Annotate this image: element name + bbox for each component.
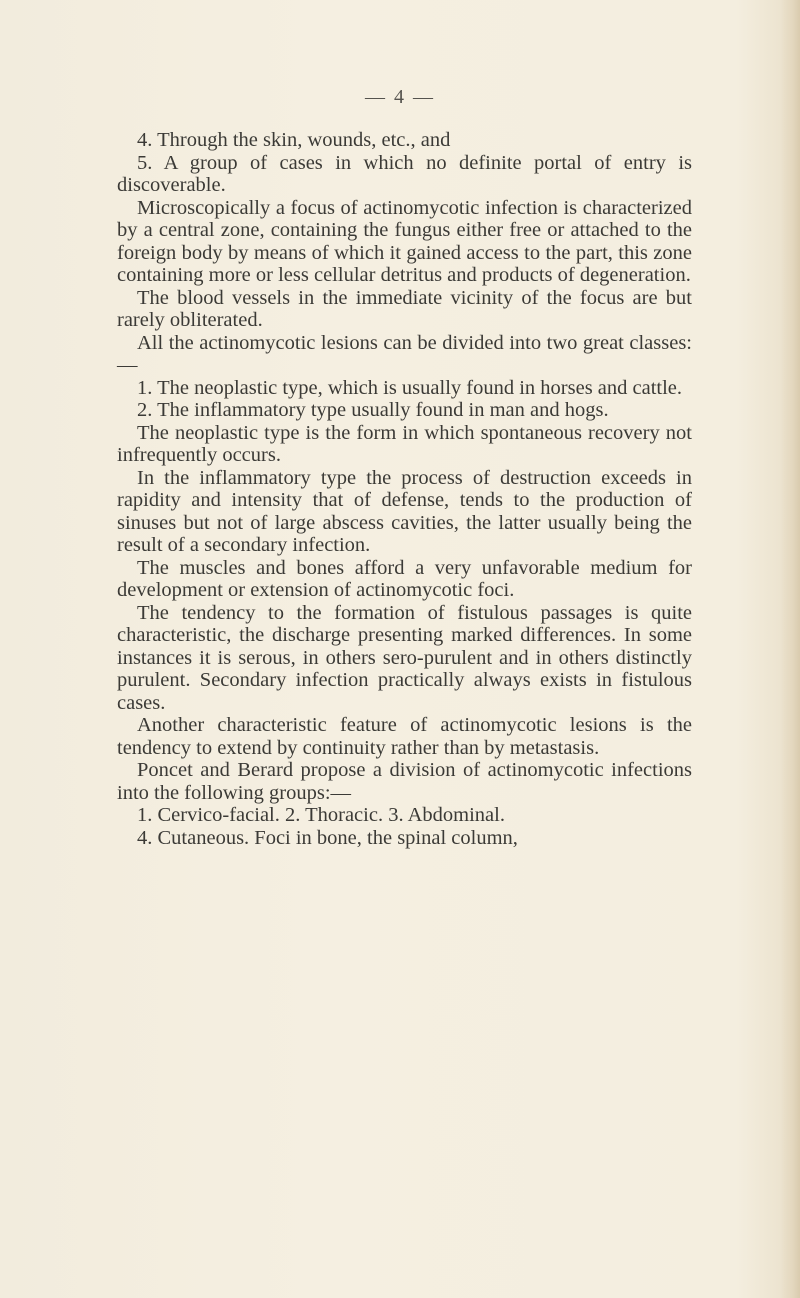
paragraph-two-classes: All the actinomycotic lesions can be divided into two great classes:—: [117, 331, 692, 376]
paragraph-fistulous-passages: The tendency to the formation of fistulous passages is quite characteristic, the discharge presenting marked differences. In some instances it is serous, in others sero-purulent and in others distinctly purulent. Secondary infection practically always exists in fistulous cases.: [117, 601, 692, 714]
paragraph-blood-vessels: The blood vessels in the immediate vicinity of the focus are but rarely obliterated.: [117, 286, 692, 331]
page-number: — 4 —: [365, 86, 435, 108]
paragraph-microscopic-focus: Microscopically a focus of actinomycotic infection is characterized by a central zone, containing the fungus either free or attached to the foreign body by means of which it gained access to the part, this zone containing more or less cellular detritus and products of degeneration.: [117, 196, 692, 286]
paragraph-poncet-berard: Poncet and Berard propose a division of actinomycotic infections into the following groups:—: [117, 759, 692, 804]
paragraph-destruction-process: In the inflammatory type the process of destruction exceeds in rapidity and intensity that of defense, tends to the production of sinuses but not of large abscess cavities, the latter usually being the result of a secondary infection.: [117, 466, 692, 556]
paragraph-continuity: Another characteristic feature of actinomycotic lesions is the tendency to extend by continuity rather than by metastasis.: [117, 714, 692, 759]
list-item-inflammatory-type: 2. The inflammatory type usually found in man and hogs.: [137, 399, 609, 421]
body-text: [117, 129, 692, 849]
paragraph-spontaneous-recovery: The neoplastic type is the form in which spontaneous recovery not infrequently occurs.: [117, 421, 692, 466]
paragraph-muscles-bones: The muscles and bones afford a very unfavorable medium for development or extension of actinomycotic foci.: [117, 556, 692, 601]
list-item-neoplastic-type: 1. The neoplastic type, which is usually found in horses and cattle.: [137, 376, 683, 399]
list-item-portal-4: 4. Through the skin, wounds, etc., and: [137, 129, 451, 151]
list-item-group-4: 4. Cutaneous. Foci in bone, the spinal column,: [137, 826, 518, 849]
list-item-groups-1-3: 1. Cervico-facial. 2. Thoracic. 3. Abdominal.: [137, 804, 505, 826]
list-item-portal-5: 5. A group of cases in which no definite portal of entry is discoverable.: [117, 151, 692, 196]
page-edge-shadow: [780, 0, 800, 1298]
